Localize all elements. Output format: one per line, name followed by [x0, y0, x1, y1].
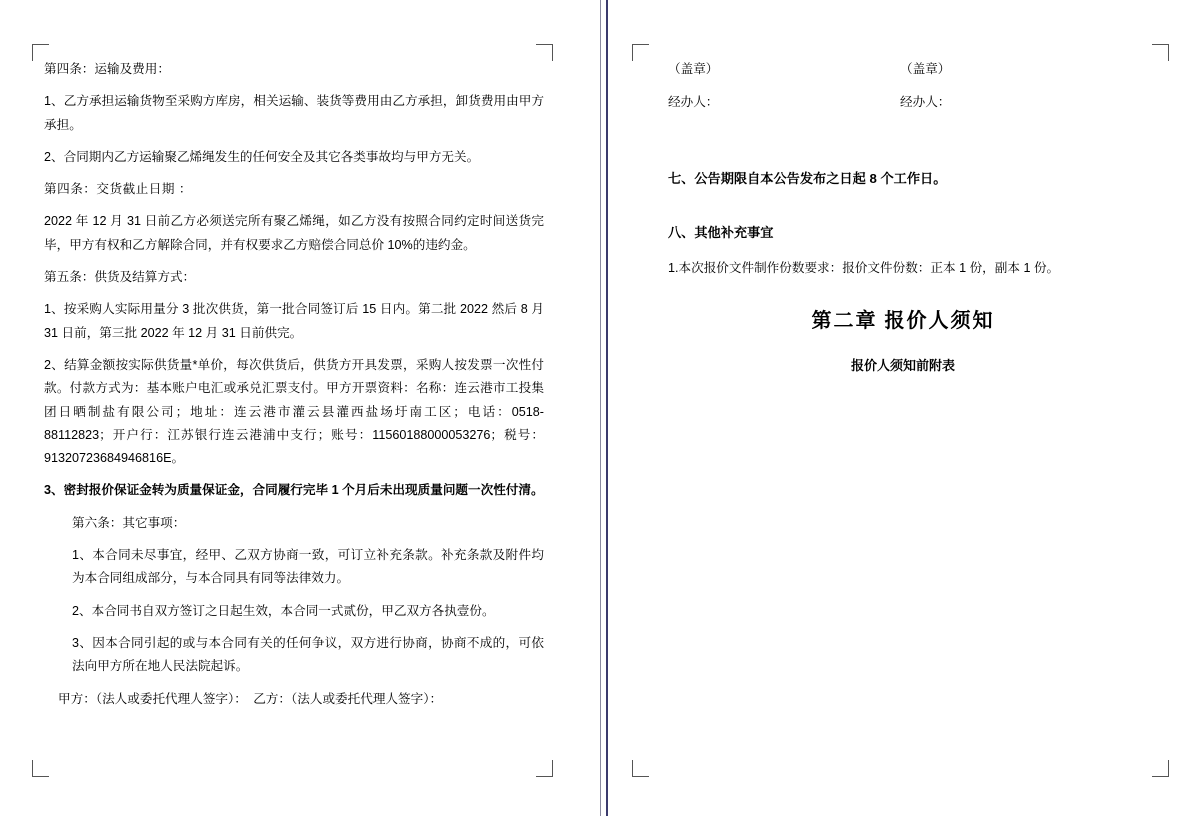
- spacer: [668, 125, 1138, 167]
- clause-heading-delivery-deadline: 第四条：交货截止日期 ：: [44, 182, 193, 197]
- clause-supply-item-1: 1、按采购人实际用量分 3 批次供货，第一批合同签订后 15 日内。第二批 2022 然后 8 月 31 日前，第三批 2022 年 12 月 31 日前供完。: [44, 302, 544, 340]
- seal-left: （盖章）: [668, 62, 719, 76]
- clause-transport-item-1: 1、乙方承担运输货物至采购方库房，相关运输、装货等费用由乙方承担，卸货费用由甲方承担。: [44, 94, 544, 132]
- clause-delivery-deadline-body: 2022 年 12 月 31 日前乙方必须送完所有聚乙烯绳，如乙方没有按照合同约定时间送货完毕，甲方有权和乙方解除合同，并有权要求乙方赔偿合同总价 10%的违约金。: [44, 214, 544, 252]
- clause-heading-transport: 第四条：运输及费用：: [44, 62, 170, 76]
- section-eight-item-1: 1.本次报价文件制作份数要求：报价文件份数：正本 1 份，副本 1 份。: [668, 261, 1060, 276]
- left-page-body: [44, 58, 544, 720]
- clause-other-item-2: 2、本合同书自双方签订之日起生效，本合同一式贰份，甲乙双方各执壹份。: [72, 603, 495, 618]
- crop-mark-bottom-right: [536, 760, 553, 777]
- seal-row: [668, 58, 1138, 81]
- clause-supply-item-2: 2、结算金额按实际供货量*单价，每次供货后，供货方开具发票，采购人按发票一次性付款。付款方式为：基本账户电汇或承兑汇票支付。甲方开票资料：名称：连云港市工投集团日晒制盐有限公司；地址：连云港市灌云县灌西盐场圩南工区；电话：0518-88112823；开户行：江苏银行连云港浦中支行；账号：11560188000053276；税号：91320723684946816E。: [44, 357, 544, 466]
- crop-mark-bottom-left: [632, 760, 649, 777]
- clause-other-item-1: 1、本合同未尽事宜，经甲、乙双方协商一致，可订立补充条款。补充条款及附件均为本合同组成部分，与本合同具有同等法律效力。: [72, 548, 544, 586]
- crop-mark-bottom-left: [32, 760, 49, 777]
- agent-right: 经办人：: [900, 95, 951, 110]
- clause-heading-supply-settlement: 第五条：供货及结算方式：: [44, 270, 196, 285]
- section-eight-heading: 八、其他补充事宜: [668, 225, 774, 241]
- page-divider: [600, 0, 608, 816]
- crop-mark-top-right: [1152, 44, 1169, 61]
- chapter-title: 第二章 报价人须知: [811, 309, 995, 332]
- crop-mark-bottom-right: [1152, 760, 1169, 777]
- clause-heading-other-matters: 第六条：其它事项：: [72, 515, 186, 530]
- clause-supply-item-3: 3、密封报价保证金转为质量保证金，合同履行完毕 1 个月后未出现质量问题一次性付清。: [44, 483, 544, 498]
- signature-line: 甲方：（法人或委托代理人签字）： 乙方：（法人或委托代理人签字）：: [58, 691, 443, 706]
- crop-mark-top-left: [632, 44, 649, 61]
- agent-left: 经办人：: [668, 95, 719, 110]
- right-page-body: [668, 58, 1138, 390]
- clause-transport-item-2: 2、合同期内乙方运输聚乙烯绳发生的任何安全及其它各类事故均与甲方无关。: [44, 149, 480, 164]
- document-page-right: [608, 0, 1192, 816]
- seal-right: （盖章）: [900, 62, 951, 76]
- clause-other-item-3: 3、因本合同引起的或与本合同有关的任何争议，双方进行协商，协商不成的，可依法向甲方所在地人民法院起诉。: [72, 635, 544, 674]
- agent-row: [668, 91, 1138, 114]
- chapter-subtitle: 报价人须知前附表: [850, 357, 955, 373]
- section-seven-heading: 七、公告期限自本公告发布之日起 8 个工作日。: [668, 170, 947, 186]
